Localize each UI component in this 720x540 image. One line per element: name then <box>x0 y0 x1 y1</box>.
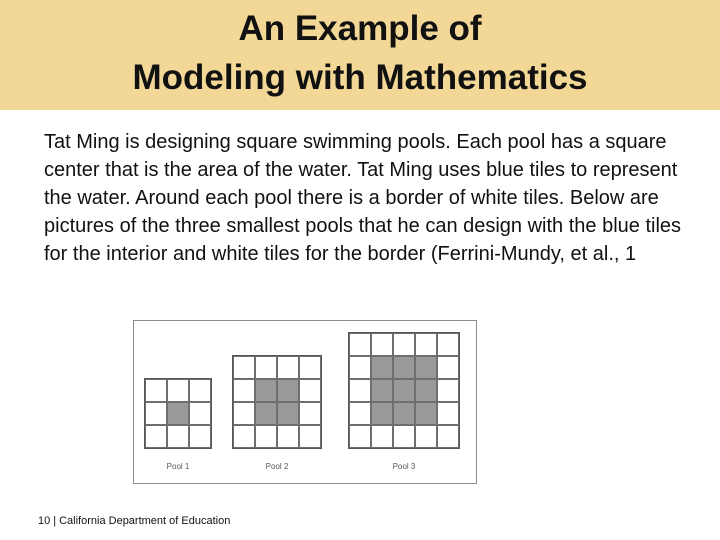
footer-page-number: 10 <box>38 515 51 527</box>
border-tile <box>233 425 255 448</box>
border-tile <box>299 425 321 448</box>
water-tile <box>255 379 277 402</box>
border-tile <box>349 425 371 448</box>
border-tile <box>233 356 255 379</box>
border-tile <box>437 379 459 402</box>
pool-3-label: Pool 3 <box>392 462 416 471</box>
border-tile <box>393 333 415 356</box>
border-tile <box>437 333 459 356</box>
border-tile <box>189 402 211 425</box>
border-tile <box>145 379 167 402</box>
border-tile <box>145 402 167 425</box>
border-tile <box>233 379 255 402</box>
footer-separator: | <box>53 515 57 527</box>
water-tile <box>371 379 393 402</box>
border-tile <box>349 356 371 379</box>
water-tile <box>167 402 189 425</box>
water-tile <box>371 402 393 425</box>
pool-2-grid <box>232 355 322 449</box>
water-tile <box>393 379 415 402</box>
pools-figure <box>133 320 477 484</box>
pool-1-label: Pool 1 <box>166 462 190 471</box>
border-tile <box>349 379 371 402</box>
pool-2-label: Pool 2 <box>265 462 289 471</box>
border-tile <box>349 402 371 425</box>
border-tile <box>393 425 415 448</box>
water-tile <box>415 379 437 402</box>
border-tile <box>277 356 299 379</box>
border-tile <box>437 356 459 379</box>
border-tile <box>233 402 255 425</box>
border-tile <box>277 425 299 448</box>
border-tile <box>255 425 277 448</box>
border-tile <box>371 425 393 448</box>
water-tile <box>255 402 277 425</box>
water-tile <box>277 402 299 425</box>
border-tile <box>255 356 277 379</box>
border-tile <box>299 379 321 402</box>
water-tile <box>415 356 437 379</box>
border-tile <box>167 379 189 402</box>
border-tile <box>349 333 371 356</box>
pool-3-grid <box>348 332 460 449</box>
water-tile <box>393 356 415 379</box>
border-tile <box>167 425 189 448</box>
border-tile <box>299 402 321 425</box>
problem-text: Tat Ming is designing square swimming pools. Each pool has a square center that is the area of the water. Tat Ming uses blue tiles to represent the water. Around each pool there is a border of white tiles. Below are pictures of the three smallest pools that he can design with the blue tiles for the interior and white tiles for the border (Ferrini-Mundy, et al., 1 <box>44 131 682 265</box>
border-tile <box>299 356 321 379</box>
border-tile <box>437 402 459 425</box>
border-tile <box>371 333 393 356</box>
pool-1-grid <box>144 378 212 449</box>
border-tile <box>415 333 437 356</box>
border-tile <box>189 425 211 448</box>
water-tile <box>415 402 437 425</box>
footer <box>38 515 230 527</box>
title-line-2: Modeling with Mathematics <box>132 58 588 97</box>
footer-organization: California Department of Education <box>59 515 231 527</box>
border-tile <box>437 425 459 448</box>
border-tile <box>415 425 437 448</box>
slide-title <box>0 4 720 102</box>
water-tile <box>277 379 299 402</box>
border-tile <box>189 379 211 402</box>
water-tile <box>393 402 415 425</box>
title-line-1: An Example of <box>238 9 482 48</box>
border-tile <box>145 425 167 448</box>
water-tile <box>371 356 393 379</box>
